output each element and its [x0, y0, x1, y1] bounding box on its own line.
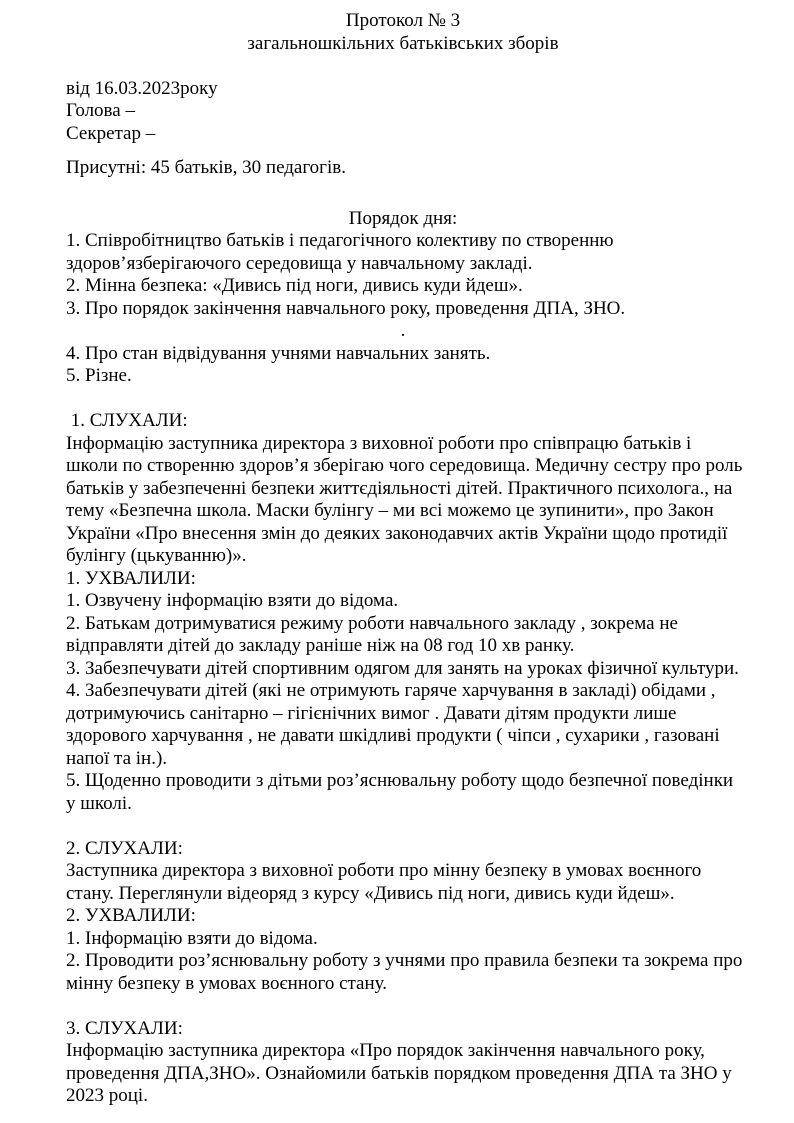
resolution-1-3: 3. Забезпечувати дітей спортивним одягом для занять на уроках фізичної культури. [66, 657, 739, 679]
agenda-item-5: 5. Різне. [66, 365, 132, 386]
blank-line [66, 55, 740, 78]
blank-line [66, 180, 740, 208]
section-3-heard-heading: 3. СЛУХАЛИ: [66, 1017, 183, 1039]
agenda-item-1-line-1: 1. Співробітництво батьків і педагогічного колективу по створенню [66, 230, 614, 251]
resolution-1-2-line-2: відправляти дітей до закладу раніше ніж на 08 год 10 хв ранку. [66, 635, 575, 656]
resolution-1-4-line-2: дотримуючись санітарно – гігієнічних вимог . Давати дітям продукти лише [66, 702, 677, 724]
agenda-item-2: 2. Мінна безпека: «Дивись під ноги, дивись куди йдеш». [66, 275, 523, 296]
section-2-heard-line-2: стану. Переглянули відеоряд з курсу «Дивись під ноги, дивись куди йдеш». [66, 882, 675, 904]
section-1-heard-line-4: тему «Безпечна школа. Маски булінгу – ми всі можемо це зупинити», про Закон [66, 500, 714, 521]
resolution-1-4-line-4: напої та ін.). [66, 747, 168, 769]
section-2-heard-heading: 2. СЛУХАЛИ: [66, 837, 183, 859]
chairman-line: Голова – [66, 100, 135, 121]
section-3-heard-line-2: проведення ДПА,ЗНО». Ознайомили батьків порядком проведення ДПА та ЗНО у [66, 1062, 732, 1084]
section-2-heard-line-1: Заступника директора з виховної роботи про мінну безпеку в умовах воєнного [66, 860, 702, 881]
section-1-resolved-heading: 1. УХВАЛИЛИ: [66, 567, 196, 589]
secretary-line: Секретар – [66, 122, 156, 144]
blank-line [66, 388, 740, 411]
attendees-line: Присутні: 45 батьків, 30 педагогів. [66, 157, 346, 178]
resolution-1-5-line-2: у школі. [66, 792, 132, 814]
section-1-heard-line-6: булінгу (цькуванню)». [66, 545, 247, 566]
resolution-1-4-line-3: здорового харчування , не давати шкідливі продукти ( чіпси , сухарики , газовані [66, 725, 720, 746]
blank-line [66, 995, 740, 1018]
protocol-subtitle: загальношкільних батьківських зборів [247, 32, 559, 54]
resolution-1-1: 1. Озвучену інформацію взяти до відома. [66, 590, 399, 611]
agenda-item-1-line-2: здоров’язберігаючого середовища у навчальному закладі. [66, 252, 533, 274]
resolution-2-1: 1. Інформацію взяти до відома. [66, 927, 318, 949]
section-1-heard-line-5: України «Про внесення змін до деяких законодавчих актів України щодо протидії [66, 522, 728, 544]
resolution-1-5-line-1: 5. Щоденно проводити з дітьми роз’яснювальну роботу щодо безпечної поведінки [66, 770, 734, 791]
section-1-heard-line-2: школи по створенню здоров’я зберігаю чого середовища. Медичну сестру про роль [66, 455, 743, 476]
protocol-title: Протокол № 3 [345, 10, 461, 31]
blank-line [66, 145, 740, 157]
section-3-heard-line-1: Інформацію заступника директора «Про порядок закінчення навчального року, [66, 1040, 705, 1061]
date-line: від 16.03.2023року [66, 77, 218, 99]
blank-line [66, 815, 740, 838]
resolution-2-2-line-2: мінну безпеку в умовах воєнного стану. [66, 972, 388, 994]
resolution-1-2-line-1: 2. Батькам дотримуватися режиму роботи навчального закладу , зокрема не [66, 612, 678, 634]
resolution-2-2-line-1: 2. Проводити роз’яснювальну роботу з учнями про правила безпеки та зокрема про [66, 950, 743, 971]
resolution-1-4-line-1: 4. Забезпечувати дітей (які не отримують гаряче харчування в закладі) обідами , [66, 680, 716, 701]
document-body [66, 10, 743, 1108]
stray-dot-line: . [400, 320, 406, 341]
section-2-resolved-heading: 2. УХВАЛИЛИ: [66, 905, 196, 926]
section-1-heard-line-1: Інформацію заступника директора з виховної роботи про співпрацю батьків і [66, 432, 692, 454]
agenda-heading: Порядок дня: [348, 207, 458, 229]
section-1-heard-heading: 1. СЛУХАЛИ: [66, 410, 188, 431]
agenda-item-3: 3. Про порядок закінчення навчального року, проведення ДПА, ЗНО. [66, 297, 626, 319]
section-3-heard-line-3: 2023 році. [66, 1085, 148, 1106]
section-1-heard-line-3: батьків у забезпеченні безпеки життєдіяльності дітей. Практичного психолога., на [66, 477, 733, 499]
agenda-item-4: 4. Про стан відвідування учнями навчальних занять. [66, 342, 491, 364]
